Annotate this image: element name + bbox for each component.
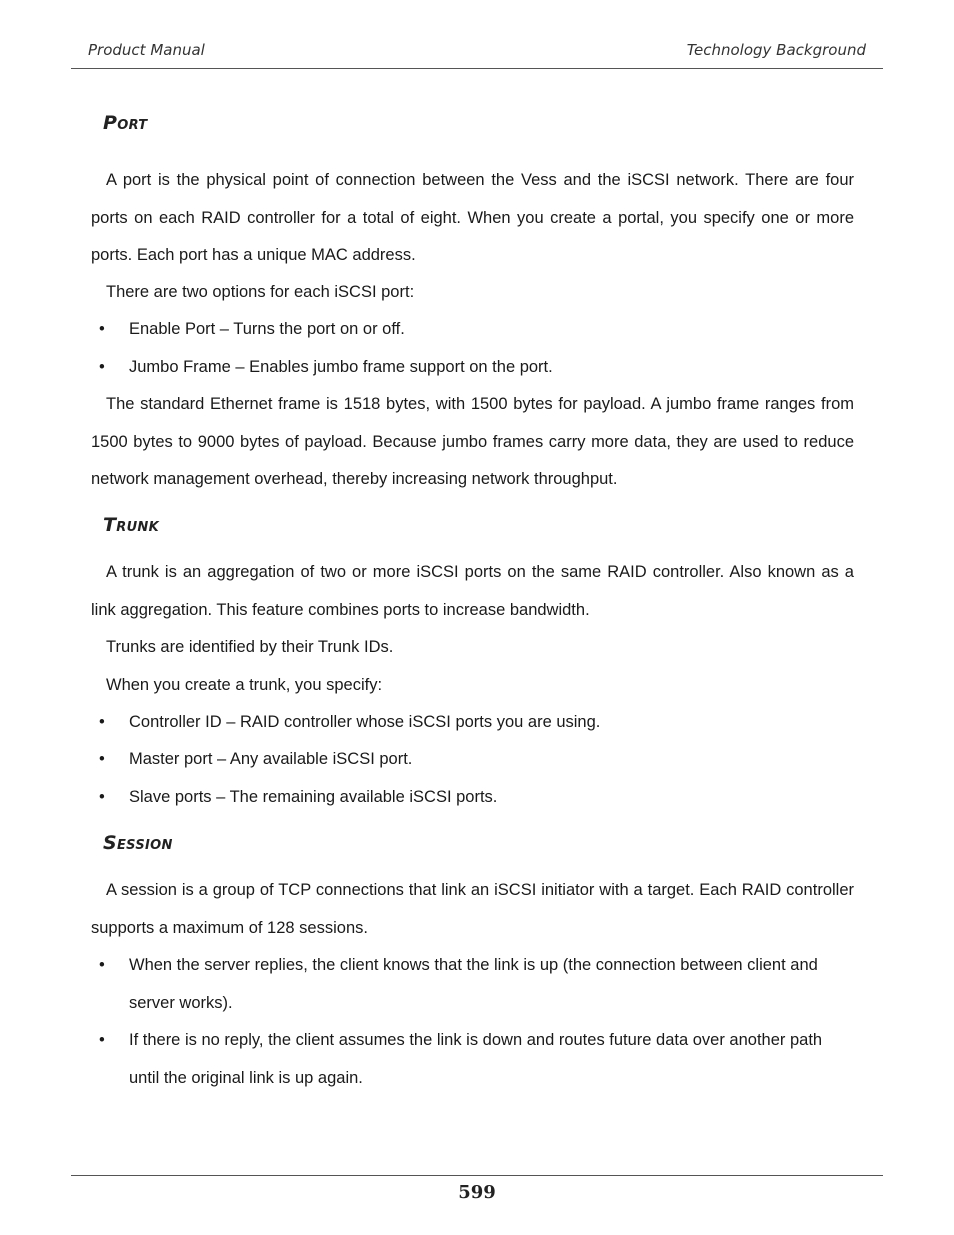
header-right-title: Technology Background [686,41,866,59]
bullet-icon: • [99,956,105,974]
page-number: 599 [458,1182,496,1203]
list-item-text: Jumbo Frame – Enables jumbo frame support on the port. [129,358,553,376]
trunk-paragraph-1: A trunk is an aggregation of two or more iSCSI ports on the same RAID controller. Also known as a link aggregation. This feature combines ports to increase bandwidth. [91,563,854,619]
section-heading-trunk: Trunk [103,514,159,536]
trunk-paragraph-3: When you create a trunk, you specify: [106,676,383,694]
bullet-icon: • [99,320,105,338]
header-left-title: Product Manual [88,41,205,59]
header-divider [71,68,883,69]
list-item-text: Enable Port – Turns the port on or off. [129,320,405,338]
list-item-text: Master port – Any available iSCSI port. [129,750,413,768]
list-item [91,779,854,817]
port-paragraph-2: There are two options for each iSCSI port: [106,283,415,301]
list-item-text: If there is no reply, the client assumes the link is down and routes future data over another path until the original link is up again. [129,1031,823,1087]
port-paragraph-3: The standard Ethernet frame is 1518 bytes, with 1500 bytes for payload. A jumbo frame ranges from 1500 bytes to 9000 bytes of payload. Because jumbo frames carry more data, they are used to reduce network management overhead, thereby increasing network throughput. [91,395,854,488]
section-heading-session: Session [103,832,173,854]
list-item-text: When the server replies, the client knows that the link is up (the connection between client and server works). [129,956,818,1012]
list-item-text: Slave ports – The remaining available iSCSI ports. [129,788,498,806]
port-paragraph-1: A port is the physical point of connection between the Vess and the iSCSI network. There are four ports on each RAID controller for a total of eight. When you create a portal, you specify one or more ports. Each port has a unique MAC address. [91,171,854,264]
trunk-paragraph-2: Trunks are identified by their Trunk IDs. [106,638,394,656]
section-heading-port: Port [103,112,148,134]
list-item [91,311,854,349]
bullet-icon: • [99,358,105,376]
bullet-icon: • [99,713,105,731]
list-item [91,349,854,387]
list-item [91,1022,854,1097]
bullet-icon: • [99,1031,105,1049]
list-item-text: Controller ID – RAID controller whose iSCSI ports you are using. [129,713,601,731]
session-paragraph-1: A session is a group of TCP connections that link an iSCSI initiator with a target. Each RAID controller supports a maximum of 128 sessions. [91,881,854,937]
list-item [91,741,854,779]
bullet-icon: • [99,750,105,768]
list-item [91,704,854,742]
list-item [91,947,854,1022]
footer-divider [71,1175,883,1176]
bullet-icon: • [99,788,105,806]
